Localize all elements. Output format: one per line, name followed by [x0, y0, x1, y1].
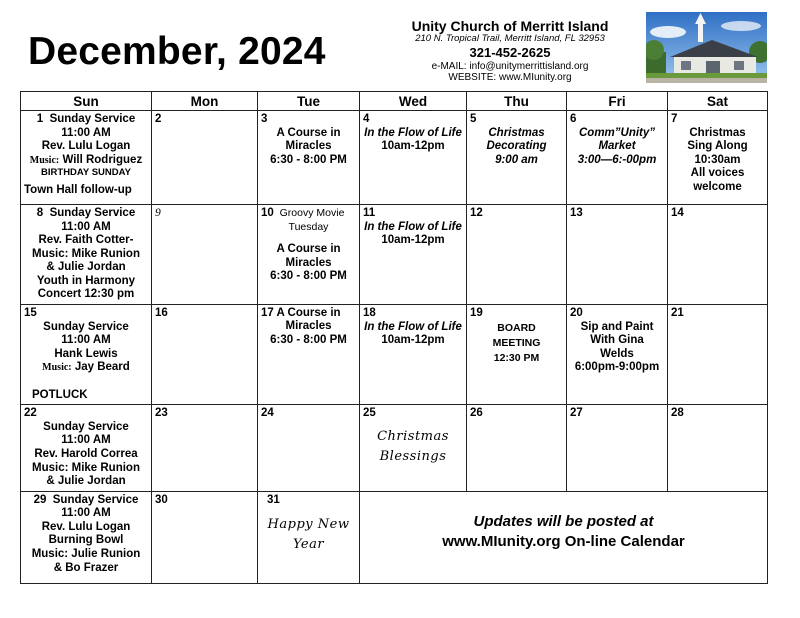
event-line: & Bo Frazer	[53, 561, 119, 574]
event-line: Market	[598, 140, 636, 153]
event-line: Christmas	[377, 428, 449, 444]
day-number: 16	[155, 306, 168, 319]
day-cell-26	[467, 405, 567, 491]
event-line: Youth in Harmony	[36, 274, 136, 287]
event-line: 11:00 AM	[61, 126, 111, 139]
week-row	[21, 111, 768, 205]
event-line: Sing Along	[687, 140, 748, 153]
event-line: welcome	[693, 180, 742, 193]
event-line: A Course in	[276, 306, 341, 319]
week-row	[21, 304, 768, 404]
day-cell-11	[360, 205, 467, 305]
weekday-wed: Wed	[360, 92, 467, 111]
event-line: Welds	[600, 347, 634, 360]
weekday-fri: Fri	[567, 92, 668, 111]
day-cell-22	[21, 405, 152, 491]
event-line: Sunday Service	[43, 320, 129, 333]
event-line: & Julie Jordan	[46, 261, 126, 274]
day-number: 7	[671, 113, 678, 125]
event-line: 6:30 - 8:00 PM	[270, 270, 347, 283]
event-line: Rev. Faith Cotter-	[38, 234, 134, 247]
day-cell-8	[21, 205, 152, 305]
event-line: 10:30am	[694, 153, 741, 166]
day-number: 10	[261, 207, 274, 219]
day-cell-2	[152, 111, 258, 205]
day-cell-16	[152, 304, 258, 404]
event-line: A Course in	[276, 242, 341, 255]
day-cell-6	[567, 111, 668, 205]
event-line: Comm”Unity”	[578, 126, 656, 139]
event-line: MEETING	[492, 336, 541, 349]
day-cell-20	[567, 304, 668, 404]
week-row	[21, 205, 768, 305]
day-number: 1	[36, 113, 44, 125]
week-row	[21, 491, 768, 583]
event-line: Decorating	[486, 140, 547, 153]
day-cell-9	[152, 205, 258, 305]
day-number: 4	[363, 113, 370, 125]
event-line: Rev. Lulu Logan	[41, 140, 131, 153]
event-line: Hank Lewis	[54, 347, 118, 360]
day-number: 2	[155, 113, 162, 125]
day-number: 9	[155, 207, 161, 219]
day-cell-25	[360, 405, 467, 491]
event-line: Christmas	[689, 126, 746, 139]
weekday-tue: Tue	[258, 92, 360, 111]
event-line: Sunday Service	[52, 493, 139, 506]
event-line: 9:00 am	[495, 153, 538, 166]
day-cell-27	[567, 405, 668, 491]
day-cell-31	[258, 491, 360, 583]
event-line: 12:30 PM	[493, 351, 540, 364]
event-line: All voices	[690, 167, 745, 180]
weekday-header-row	[21, 92, 768, 111]
day-number: 31	[267, 493, 280, 506]
weekday-thu: Thu	[467, 92, 567, 111]
church-info	[392, 18, 628, 84]
event-line: 3:00—6:-00pm	[577, 153, 657, 166]
day-number: 29	[33, 493, 47, 506]
day-number: 18	[363, 306, 376, 319]
event-line: Miracles	[285, 140, 332, 153]
day-number: 11	[363, 207, 376, 219]
music-label: Music:	[42, 362, 72, 374]
day-number: 22	[24, 407, 37, 420]
day-number: 13	[570, 207, 583, 219]
weekday-sat: Sat	[668, 92, 768, 111]
event-line: 10am-12pm	[381, 334, 445, 347]
event-line: 6:30 - 8:00 PM	[270, 333, 347, 346]
day-cell-24	[258, 405, 360, 491]
day-cell-13	[567, 205, 668, 305]
day-cell-12	[467, 205, 567, 305]
event-line: Year	[292, 537, 325, 553]
day-cell-7	[668, 111, 768, 205]
day-cell-5	[467, 111, 567, 205]
week-row	[21, 405, 768, 491]
event-line: 6:00pm-9:00pm	[574, 361, 660, 374]
weekday-sun: Sun	[21, 92, 152, 111]
event-line: With Gina	[590, 334, 644, 347]
event-line: Christmas	[488, 126, 545, 139]
music-name: Jay Beard	[74, 361, 130, 374]
updates-note-cell	[360, 491, 768, 583]
church-address: 210 N. Tropical Trail, Merritt Island, FL 32953	[415, 33, 605, 45]
day-number: 6	[570, 113, 577, 125]
day-cell-17	[258, 304, 360, 404]
day-number: 21	[671, 306, 684, 319]
day-cell-21	[668, 304, 768, 404]
event-line: Groovy Movie	[279, 207, 345, 219]
day-cell-1	[21, 111, 152, 205]
event-line: & Julie Jordan	[46, 475, 126, 488]
event-line: 10am-12pm	[381, 234, 445, 247]
day-number: 5	[470, 113, 477, 125]
day-cell-10	[258, 205, 360, 305]
day-number: 27	[570, 407, 583, 420]
event-line: Sunday Service	[49, 113, 136, 125]
event-line: Rev. Lulu Logan	[41, 520, 131, 533]
event-line: In the Flow of Life	[364, 320, 462, 333]
event-line: 11:00 AM	[61, 334, 111, 347]
day-cell-28	[668, 405, 768, 491]
calendar-grid	[20, 91, 768, 584]
church-website: WEBSITE: www.MIunity.org	[448, 72, 572, 84]
day-cell-19	[467, 304, 567, 404]
church-name: Unity Church of Merritt Island	[411, 18, 609, 34]
day-number: 30	[155, 493, 168, 506]
event-line: Burning Bowl	[48, 534, 124, 547]
day-number: 19	[470, 306, 483, 319]
day-number: 28	[671, 407, 684, 420]
day-number: 24	[261, 407, 274, 420]
day-number: 20	[570, 306, 583, 319]
event-line: Town Hall follow-up	[24, 184, 132, 197]
day-cell-15	[21, 304, 152, 404]
event-line: Sip and Paint	[580, 320, 654, 333]
event-line: Sunday Service	[43, 420, 129, 433]
day-cell-4	[360, 111, 467, 205]
event-line: Music: Mike Runion	[32, 247, 140, 260]
month-title: December, 2024	[28, 30, 326, 73]
day-cell-29	[21, 491, 152, 583]
event-line: Miracles	[285, 320, 332, 333]
event-line: POTLUCK	[32, 388, 88, 401]
day-number: 17	[261, 306, 274, 319]
day-number: 26	[470, 407, 483, 420]
church-photo	[646, 12, 767, 83]
updates-note-url: www.MIunity.org On-line Calendar	[442, 532, 685, 550]
event-line: In the Flow of Life	[364, 126, 462, 139]
day-number: 12	[470, 207, 483, 219]
church-photo-icon	[646, 12, 767, 83]
event-line: 11:00 AM	[61, 220, 111, 233]
day-number: 14	[671, 207, 684, 219]
event-line: 11:00 AM	[61, 507, 111, 520]
day-number: 3	[261, 113, 268, 125]
event-line: BIRTHDAY SUNDAY	[41, 167, 131, 179]
day-cell-30	[152, 491, 258, 583]
day-cell-18	[360, 304, 467, 404]
church-phone: 321-452-2625	[469, 45, 551, 61]
event-line: Happy New	[267, 517, 350, 533]
day-cell-23	[152, 405, 258, 491]
event-line: 11:00 AM	[61, 434, 111, 447]
event-line: Concert 12:30 pm	[37, 288, 135, 301]
event-line: A Course in	[276, 126, 341, 139]
day-number: 8	[36, 207, 44, 219]
event-line: Miracles	[285, 256, 332, 269]
day-cell-3	[258, 111, 360, 205]
day-number: 15	[24, 306, 37, 319]
music-label: Music:	[29, 154, 60, 166]
event-line: BOARD	[497, 321, 536, 334]
church-email: e-MAIL: info@unitymerrittisland.org	[431, 60, 589, 72]
event-line: In the Flow of Life	[364, 220, 462, 233]
event-line: 10am-12pm	[381, 140, 445, 153]
event-line: Music: Julie Runion	[31, 547, 141, 560]
day-number: 23	[155, 407, 168, 420]
music-name: Will Rodriguez	[62, 153, 143, 166]
day-cell-14	[668, 205, 768, 305]
event-line: 6:30 - 8:00 PM	[270, 153, 347, 166]
day-number: 25	[363, 407, 376, 420]
weekday-mon: Mon	[152, 92, 258, 111]
event-line: Blessings	[379, 449, 447, 465]
event-line: Sunday Service	[49, 207, 136, 219]
event-line: Rev. Harold Correa	[34, 448, 138, 460]
event-line: Music: Mike Runion	[32, 461, 140, 474]
updates-note-line: Updates will be posted at	[473, 512, 654, 530]
event-line: Tuesday	[288, 220, 329, 233]
